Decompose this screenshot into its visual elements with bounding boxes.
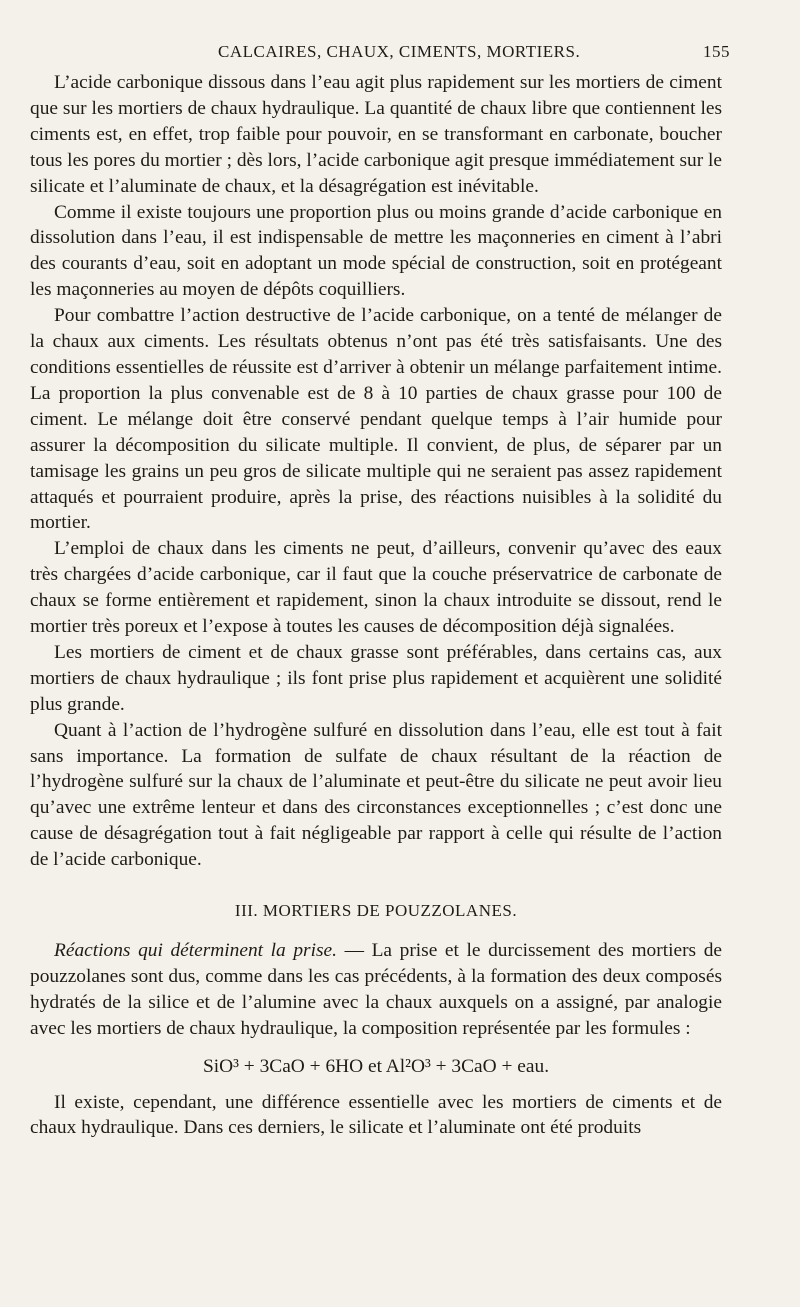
paragraph-carbonic-acid: L’acide carbonique dissous dans l’eau agit plus rapidement sur les mortiers de ciment que sur les mortiers de chaux hydraulique. La quantité de chaux libre que contiennent les ciments est, en effet, trop faible pour pouvoir, en se transformant en carbonate, boucher tous les pores du mortier ; dès lors, l’acide carbonique agit presque immédiatement sur le silicate et l’aluminate de chaux, et la désagrégation est inévitable. — [30, 72, 722, 197]
paragraph-closing: Il existe, cependant, une différence essentielle avec les mortiers de ciments et de chaux hydraulique. Dans ces derniers, le silicate et l’aluminate ont été produits — [30, 1091, 722, 1139]
paragraph-protection: Comme il existe toujours une proportion plus ou moins grande d’acide carbonique en dissolution dans l’eau, il est indispensable de mettre les maçonneries en ciment à l’abri des courants d’eau, soit en adoptant un mode spécial de construction, soit en protégeant les maçonneries au moyen de dépôts coquilliers. — [30, 201, 722, 301]
section-heading: III. MORTIERS DE POUZZOLANES. — [234, 901, 518, 921]
running-header — [0, 38, 800, 66]
paragraph-hydrogen-sulfide: Quant à l’action de l’hydrogène sulfuré en dissolution dans l’eau, elle est tout à fait sans importance. La formation de sulfate de chaux résultant de la réaction de l’hydrogène sulfuré sur la chaux de l’aluminate et peut-être du silicate ne peut avoir lieu qu’avec une extrême lenteur et dans des circonstances exceptionnelles ; c’est donc une cause de désagrégation tout à fait négligeable par rapport à celle qui résulte de l’action de l’acide carbonique. — [30, 719, 722, 871]
running-title: CALCAIRES, CHAUX, CIMENTS, MORTIERS. — [218, 42, 581, 61]
page-number: 155 — [703, 42, 730, 61]
subhead-reactions: Réactions qui déterminent la prise. — [54, 940, 337, 961]
paragraph-setting-reactions — [30, 938, 722, 1042]
paragraph-lime-use: L’emploi de chaux dans les ciments ne peut, d’ailleurs, convenir qu’avec des eaux très chargées d’acide carbonique, car il faut que la couche préservatrice de carbonate de chaux se forme entièrement et rapidement, sinon la chaux introduite se dissout, rend le mortier très poreux et l’expose à toutes les causes de décomposition déjà signalées. — [30, 538, 722, 638]
paragraph-lime-mixing: Pour combattre l’action destructive de l’acide carbonique, on a tenté de mélanger de la chaux aux ciments. Les résultats obtenus n’ont pas été très satisfaisants. Une des conditions essentielles de réussite est d’arriver à obtenir un mélange parfaitement intime. La proportion la plus convenable est de 8 à 10 parties de chaux grasse pour 100 de ciment. Le mélange doit être conservé pendant quelque temps à l’air humide pour assurer la décomposition du silicate multiple. Il convient, de plus, de séparer par un tamisage les grains un peu gros de silicate multiple qui ne seraient pas assez rapidement attaqués et pourraient produire, après la prise, des réactions nuisibles à la solidité du mortier. — [30, 305, 722, 534]
paragraph-cement-lime-mortars: Les mortiers de ciment et de chaux grasse sont préférables, dans certains cas, aux mortiers de chaux hydraulique ; ils font prise plus rapidement et acquièrent une solidité plus grande. — [30, 641, 722, 715]
setting-reactions-text: — La prise et le durcissement des mortiers de pouzzolanes sont dus, comme dans les cas précédents, à la formation des deux composés hydratés de la silice et de l’alumine avec la chaux auxquels on a assigné, par analogie avec les mortiers de chaux hydraulique, la composition représentée par les formules : — [30, 940, 722, 1039]
chemical-formula: SiO³ + 3CaO + 6HO et Al²O³ + 3CaO + eau. — [202, 1055, 550, 1077]
body-text — [30, 70, 722, 1141]
